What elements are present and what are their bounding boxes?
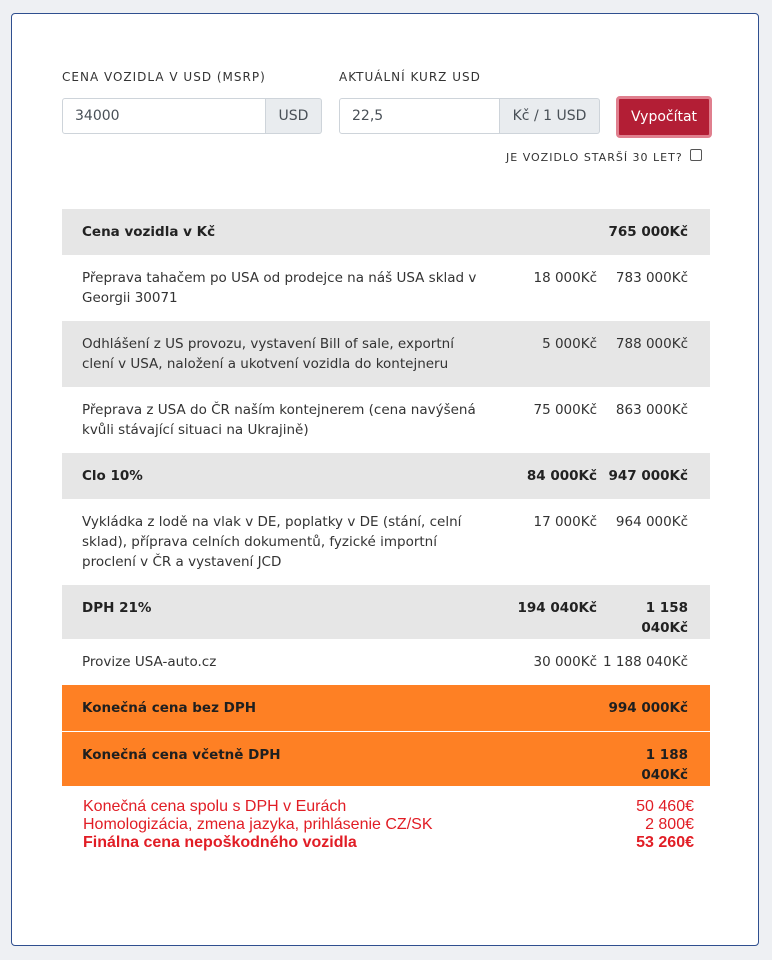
summary-label: Konečná cena spolu s DPH v Eurách [83,798,347,815]
row-total: 765 000Kč [608,224,688,240]
summary-line-final [83,834,694,852]
table-row [62,453,710,499]
summary-value: 2 800€ [645,816,694,833]
row-description: Cena vozidla v Kč [82,224,216,240]
row-description: Přeprava z USA do ČR naším kontejnerem (cena navýšená kvůli stávající situaci na Ukrajině) [82,402,476,438]
row-total: 788 000Kč [615,336,688,352]
row-fee [490,209,597,255]
row-total: 994 000Kč [608,700,688,716]
row-fee: 75 000Kč [533,402,597,418]
row-total: 1 188 040Kč [597,732,710,787]
table-row [62,255,710,321]
table-row [62,321,710,387]
rate-unit-addon: Kč / 1 USD [500,98,600,134]
table-row [62,209,710,255]
row-description: DPH 21% [82,600,152,616]
price-unit-addon: USD [266,98,322,134]
table-row [62,387,710,453]
calculator-card [11,13,759,946]
calculate-button[interactable]: Vypočítat [616,96,712,138]
rate-label: AKTUÁLNÍ KURZ USD [339,70,481,84]
row-total: 783 000Kč [615,270,688,286]
row-fee: 5 000Kč [542,336,597,352]
row-description: Clo 10% [82,468,143,484]
row-fee: 17 000Kč [533,514,597,530]
price-label: CENA VOZIDLA V USD (MSRP) [62,70,266,84]
row-fee [490,732,597,787]
table-row [62,685,710,732]
row-description: Provize USA-auto.cz [82,654,217,670]
table-row [62,499,710,585]
row-total: 964 000Kč [615,514,688,530]
table-row [62,732,710,787]
row-total: 947 000Kč [608,468,688,484]
summary-label: Finálna cena nepoškodného vozidla [83,834,357,851]
row-fee: 18 000Kč [533,270,597,286]
summary-value: 53 260€ [636,834,694,851]
row-fee: 30 000Kč [533,654,597,670]
row-description: Vykládka z lodě na vlak v DE, poplatky v DE (stání, celní sklad), příprava celních dokumentů, fyzické importní proclení v ČR a vystavení JCD [82,514,462,570]
table-row [62,639,710,685]
table-row [62,585,710,639]
price-input[interactable]: 34000 [62,98,266,134]
row-description: Odhlášení z US provozu, vystavení Bill of sale, exportní clení v USA, naložení a ukotvení vozidla do kontejneru [82,336,454,372]
row-total: 1 188 040Kč [603,654,688,670]
row-description: Přeprava tahačem po USA od prodejce na náš USA sklad v Georgii 30071 [82,270,477,306]
summary-value: 50 460€ [636,798,694,815]
summary-line [83,798,694,816]
row-fee: 84 000Kč [526,468,597,484]
row-fee [490,685,597,732]
rate-input[interactable]: 22,5 [339,98,500,134]
summary-label: Homologizácia, zmena jazyka, prihlásenie CZ/SK [83,816,433,833]
older-than-30-checkbox[interactable] [690,149,702,161]
cost-breakdown-table [62,209,710,786]
older-than-30-label: JE VOZIDLO STARŠÍ 30 LET? [506,151,683,164]
row-description: Konečná cena včetně DPH [62,732,490,787]
row-total: 1 158 040Kč [641,600,688,636]
row-description: Konečná cena bez DPH [82,700,257,716]
row-total: 863 000Kč [615,402,688,418]
row-fee: 194 040Kč [517,600,597,616]
summary-line [83,816,694,834]
